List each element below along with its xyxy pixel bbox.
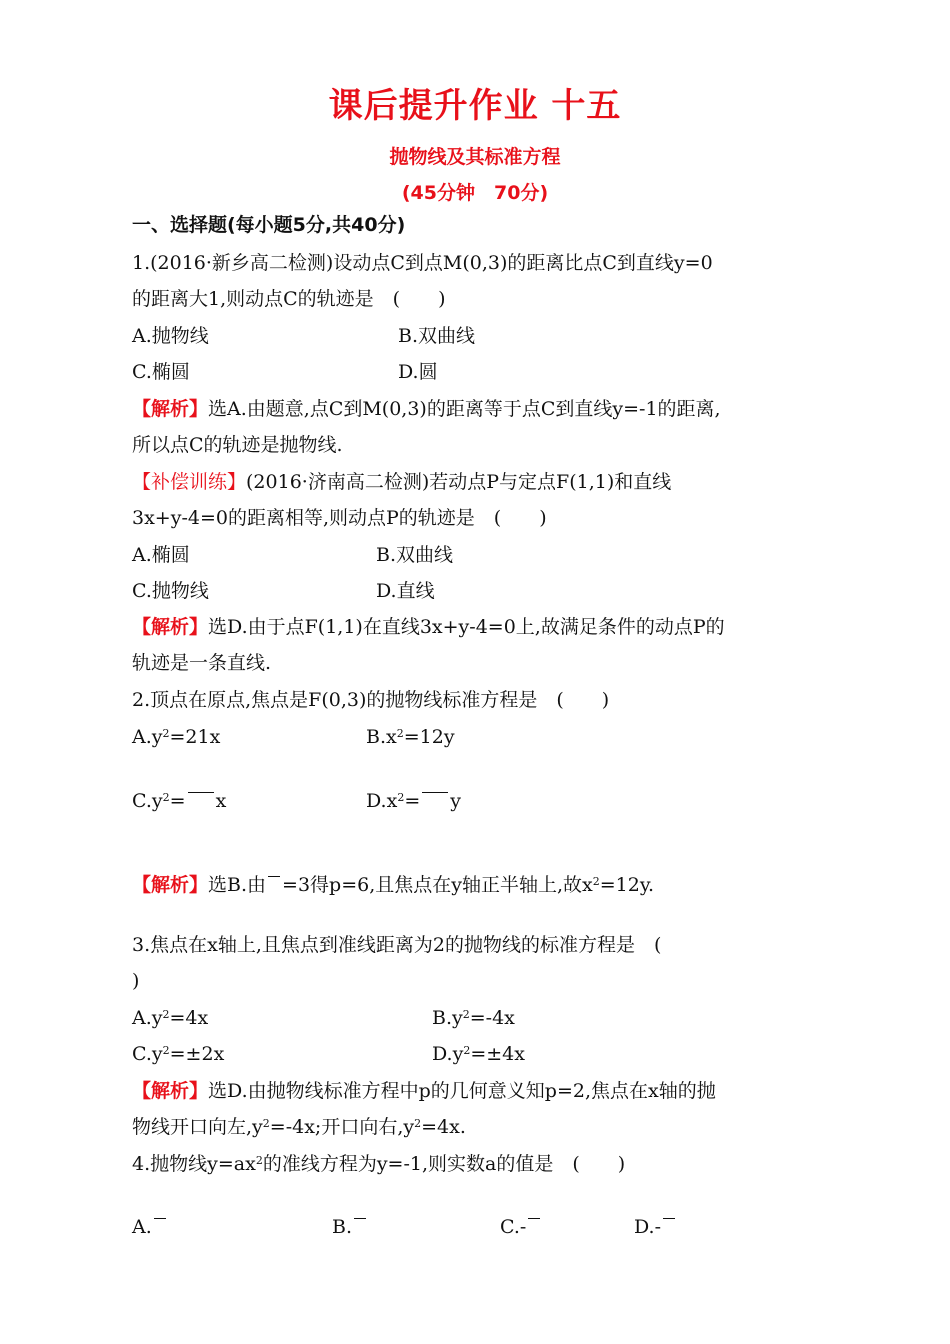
- q3-option-d: $D.y^2=\pm 4x$: [432, 1043, 525, 1065]
- q4-option-a: A.: [132, 1214, 168, 1240]
- analysis-text: 选A.由题意,点C到M(0,3)的距离等于点C到直线y=-1的距离,: [208, 398, 721, 420]
- q3-option-a: $A.y^2=4x$: [132, 1007, 209, 1029]
- analysis-tag: 【解析】: [132, 616, 209, 638]
- q4-option-b: B.: [332, 1214, 368, 1240]
- time-score-info: (45分钟 70分): [401, 182, 549, 204]
- q3-option-b: $B.y^2=-4x$: [432, 1007, 515, 1029]
- practice-tag: 【补偿训练】: [132, 471, 247, 493]
- fraction-bar: [663, 1218, 675, 1219]
- q1-stem-line2: 的距离大1,则动点C的轨迹是 ( ): [132, 288, 446, 310]
- q3-analysis-line2: 物线开口向左$,y^2=-4x$;开口向右$,y^2=4x$.: [132, 1116, 466, 1138]
- practice-stem-line1: [132, 469, 671, 495]
- q1-stem-line1: 1.(2016·新乡高二检测)设动点C到点M(0,3)的距离比点C到直线y=0: [132, 252, 713, 274]
- fraction-bar: [188, 792, 214, 793]
- q1-analysis-line2: 所以点C的轨迹是抛物线.: [132, 434, 343, 456]
- q2-stem: 2.顶点在原点,焦点是F(0,3)的抛物线标准方程是 ( ): [132, 689, 610, 711]
- q1-option-d: D.圆: [398, 361, 438, 383]
- q4-stem: 4.抛物线$y=ax^2$的准线方程为y=-1,则实数a的值是 ( ): [132, 1153, 626, 1175]
- analysis-tag: 【解析】: [132, 874, 209, 896]
- q4-option-c: C.-: [500, 1214, 542, 1240]
- fraction-bar: [422, 792, 448, 793]
- analysis-tag: 【解析】: [132, 1080, 209, 1102]
- fraction-bar: [154, 1218, 166, 1219]
- page-subtitle: 抛物线及其标准方程: [389, 146, 561, 168]
- q4-option-d: D.-: [634, 1214, 677, 1240]
- q1-option-a: A.抛物线: [132, 325, 209, 347]
- practice-option-c: C.抛物线: [132, 580, 209, 602]
- q2-analysis: 【解析】选B.由 =3得p=6,且焦点在y轴正半轴上,故$x^2=12y$.: [132, 874, 655, 896]
- page-title: 课后提升作业 十五: [328, 86, 622, 126]
- q2-option-b: $B.x^2=12y$: [366, 726, 455, 748]
- practice-option-d: D.直线: [376, 580, 435, 602]
- q1-analysis-line1: [132, 396, 721, 422]
- q1-option-b: B.双曲线: [398, 325, 476, 347]
- practice-analysis-line2: 轨迹是一条直线.: [132, 652, 272, 674]
- practice-option-a: A.椭圆: [132, 544, 190, 566]
- practice-option-b: B.双曲线: [376, 544, 454, 566]
- section-heading: 一、选择题(每小题5分,共40分): [132, 214, 406, 236]
- q3-stem-line2: ): [132, 970, 140, 992]
- fraction-bar: [528, 1218, 540, 1219]
- fraction-bar: [268, 876, 280, 877]
- q2-option-c: $C.y^2= x$: [132, 790, 227, 812]
- practice-analysis-line1: [132, 614, 725, 640]
- q2-option-a: $A.y^2=21x$: [132, 726, 221, 748]
- analysis-tag: 【解析】: [132, 398, 209, 420]
- analysis-text: 选D.由于点F(1,1)在直线3x+y-4=0上,故满足条件的动点P的: [208, 616, 725, 638]
- q3-analysis-line1: 【解析】选D.由抛物线标准方程中p的几何意义知p=2,焦点在x轴的抛: [132, 1080, 716, 1102]
- q3-stem-line1: 3.焦点在x轴上,且焦点到准线距离为2的抛物线的标准方程是 (: [132, 934, 662, 956]
- q2-option-d: $D.x^2= y$: [366, 790, 461, 812]
- q1-option-c: C.椭圆: [132, 361, 190, 383]
- q3-option-c: $C.y^2=\pm 2x$: [132, 1043, 225, 1065]
- practice-stem-line2: 3x+y-4=0的距离相等,则动点P的轨迹是 ( ): [132, 507, 547, 529]
- practice-text: (2016·济南高二检测)若动点P与定点F(1,1)和直线: [246, 471, 672, 493]
- fraction-bar: [354, 1218, 366, 1219]
